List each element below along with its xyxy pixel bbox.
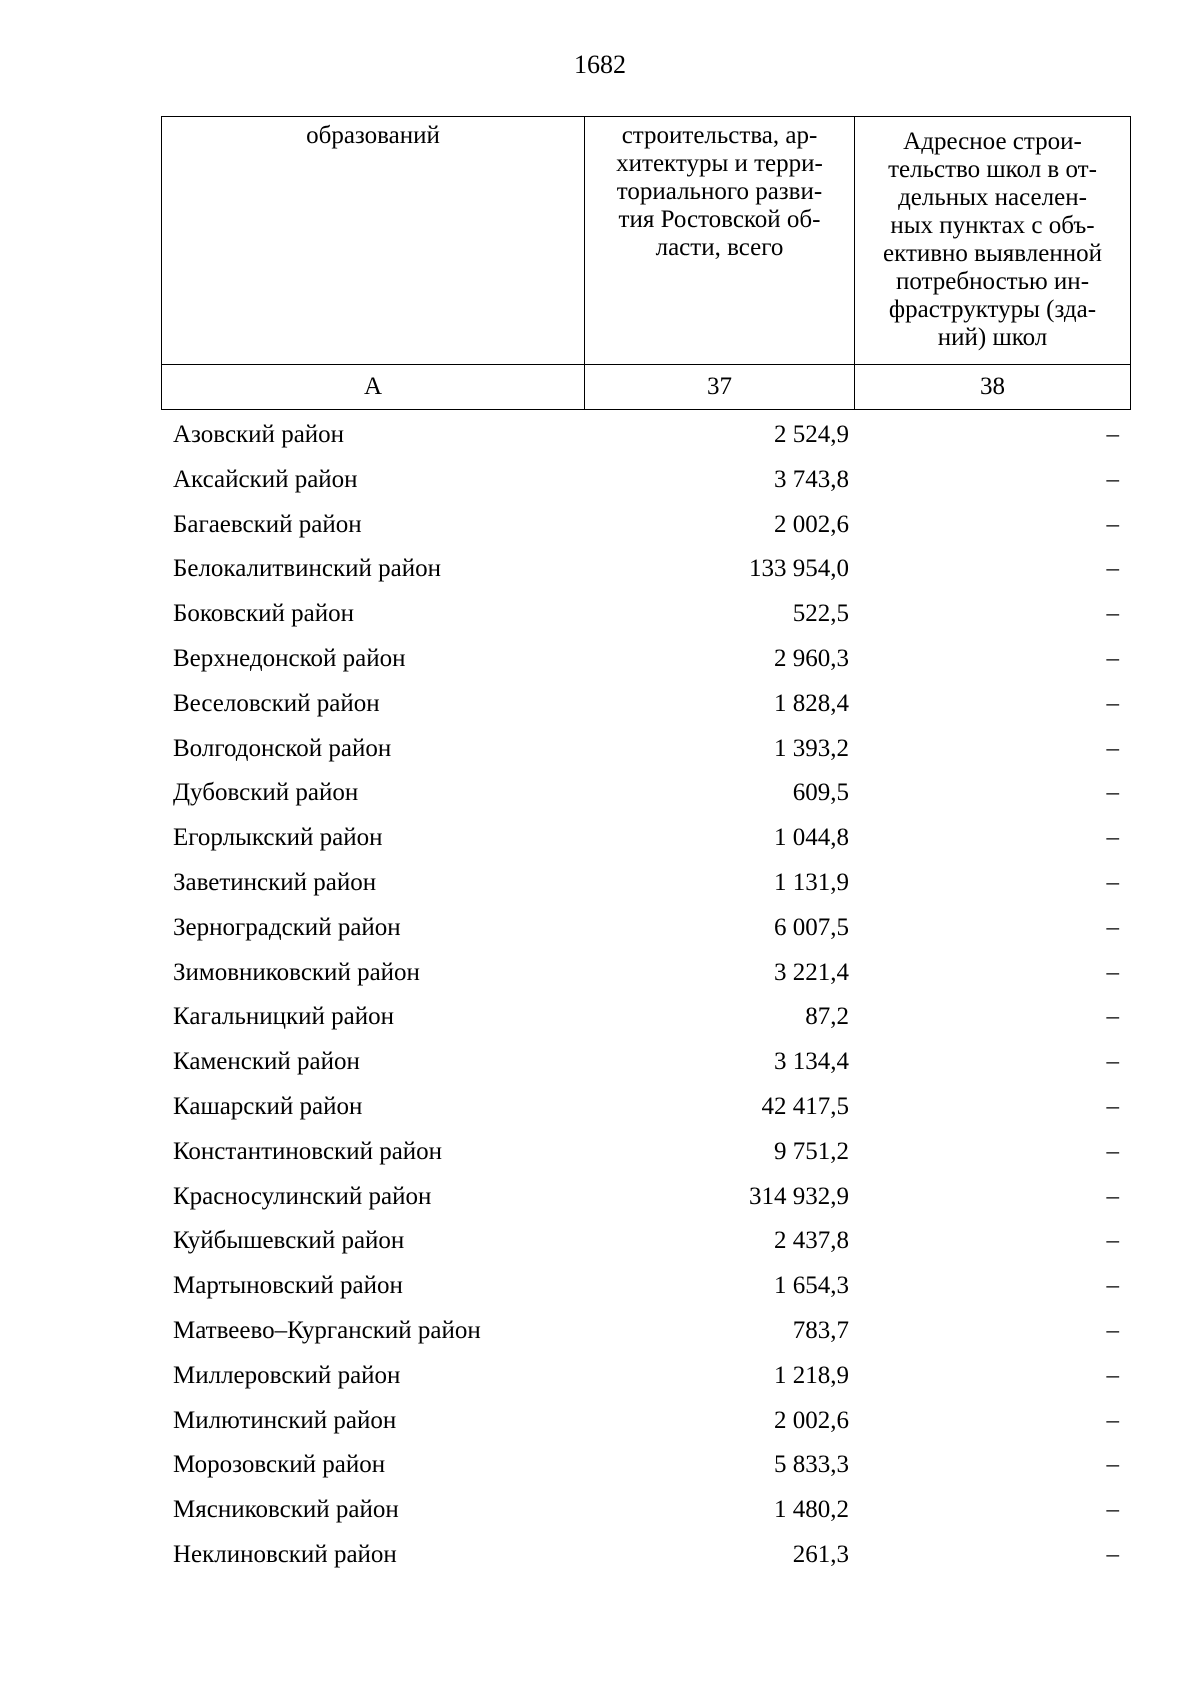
column-number-37: 37	[585, 365, 855, 410]
table-row	[161, 547, 1130, 592]
construction-total-value: 6 007,5	[774, 913, 849, 941]
district-name: Егорлыкский район	[173, 824, 383, 852]
construction-total-value: 3 221,4	[774, 958, 849, 986]
construction-total-value: 1 218,9	[774, 1361, 849, 1389]
column-number-a: А	[162, 365, 585, 410]
table-row	[161, 1309, 1130, 1354]
construction-total-value: 3 743,8	[774, 465, 849, 493]
header-cell-school-construction	[855, 117, 1131, 365]
table-row	[161, 1175, 1130, 1220]
district-name: Мясниковский район	[173, 1496, 399, 1524]
table-row	[161, 1085, 1130, 1130]
table-body	[161, 413, 1130, 1578]
table-row	[161, 1533, 1130, 1578]
table-row	[161, 1399, 1130, 1444]
school-construction-value: –	[1106, 958, 1119, 986]
district-name: Боковский район	[173, 600, 354, 628]
construction-total-value: 1 393,2	[774, 734, 849, 762]
school-construction-value: –	[1106, 1406, 1119, 1434]
construction-total-value: 609,5	[792, 779, 849, 807]
construction-total-value: 133 954,0	[749, 555, 849, 583]
school-construction-value: –	[1106, 644, 1119, 672]
district-name: Аксайский район	[173, 465, 358, 493]
district-name: Кагальницкий район	[173, 1003, 395, 1031]
header-cell-municipalities	[162, 117, 585, 365]
school-construction-value: –	[1106, 824, 1119, 852]
school-construction-value: –	[1106, 1003, 1119, 1031]
district-name: Каменский район	[173, 1048, 360, 1076]
table-row	[161, 1354, 1130, 1399]
school-construction-value: –	[1106, 1092, 1119, 1120]
construction-total-value: 2 002,6	[774, 510, 849, 538]
table-row	[161, 1219, 1130, 1264]
district-name: Дубовский район	[173, 779, 359, 807]
school-construction-value: –	[1106, 1227, 1119, 1255]
header-label-school-construction: Адресное строи- тельство школ в от- дельных населен- ных пунктах с объ- ективно выявленной потребностью ин- фраструктуры (зда- ний) школ	[883, 128, 1102, 351]
construction-total-value: 2 524,9	[774, 421, 849, 448]
table-row	[161, 771, 1130, 816]
construction-total-value: 261,3	[792, 1540, 849, 1568]
school-construction-value: –	[1106, 1361, 1119, 1389]
district-name: Азовский район	[173, 421, 345, 448]
district-name: Заветинский район	[173, 868, 377, 896]
district-name: Куйбышевский район	[173, 1227, 405, 1255]
district-name: Морозовский район	[173, 1451, 386, 1479]
table-row	[161, 861, 1130, 906]
table-row	[161, 1488, 1130, 1533]
table-row	[161, 951, 1130, 996]
school-construction-value: –	[1106, 689, 1119, 717]
district-name: Кашарский район	[173, 1092, 363, 1120]
construction-total-value: 87,2	[805, 1003, 849, 1031]
school-construction-value: –	[1106, 1137, 1119, 1165]
district-name: Веселовский район	[173, 689, 380, 717]
construction-total-value: 2 437,8	[774, 1227, 849, 1255]
construction-total-value: 1 480,2	[774, 1496, 849, 1524]
construction-total-value: 9 751,2	[774, 1137, 849, 1165]
school-construction-value: –	[1106, 510, 1119, 538]
school-construction-value: –	[1106, 868, 1119, 896]
table-row	[161, 727, 1130, 772]
construction-total-value: 3 134,4	[774, 1048, 849, 1076]
table-row	[161, 906, 1130, 951]
school-construction-value: –	[1106, 1272, 1119, 1300]
construction-total-value: 314 932,9	[749, 1182, 849, 1210]
table-header	[161, 116, 1131, 410]
school-construction-value: –	[1106, 421, 1119, 448]
header-cell-construction-total	[585, 117, 855, 365]
district-name: Матвеево–Курганский район	[173, 1316, 481, 1344]
school-construction-value: –	[1106, 1316, 1119, 1344]
column-number-row	[162, 365, 1131, 410]
district-name: Милютинский район	[173, 1406, 397, 1434]
construction-total-value: 522,5	[792, 600, 849, 628]
header-label-construction-total: строительства, ар- хитектуры и терри- ториального разви- тия Ростовской об- ласти, всего	[616, 122, 823, 261]
construction-total-value: 5 833,3	[774, 1451, 849, 1479]
construction-total-value: 2 002,6	[774, 1406, 849, 1434]
table-row	[161, 458, 1130, 503]
school-construction-value: –	[1106, 1540, 1119, 1568]
school-construction-value: –	[1106, 1048, 1119, 1076]
district-name: Зерноградский район	[173, 913, 401, 941]
table-row	[161, 1130, 1130, 1175]
table-row	[161, 503, 1130, 548]
school-construction-value: –	[1106, 913, 1119, 941]
district-name: Константиновский район	[173, 1137, 443, 1165]
district-name: Неклиновский район	[173, 1540, 397, 1568]
column-number-38: 38	[855, 365, 1131, 410]
district-name: Багаевский район	[173, 510, 362, 538]
table-row	[161, 1443, 1130, 1488]
construction-total-value: 42 417,5	[761, 1092, 849, 1120]
school-construction-value: –	[1106, 734, 1119, 762]
table-row	[161, 413, 1130, 458]
header-row	[162, 117, 1131, 365]
district-name: Верхнедонской район	[173, 644, 406, 672]
table-row	[161, 1264, 1130, 1309]
district-name: Мартыновский район	[173, 1272, 403, 1300]
construction-total-value: 1 654,3	[774, 1272, 849, 1300]
school-construction-value: –	[1106, 1451, 1119, 1479]
table-row	[161, 637, 1130, 682]
construction-total-value: 2 960,3	[774, 644, 849, 672]
header-label-municipalities: образований	[306, 122, 440, 149]
school-construction-value: –	[1106, 779, 1119, 807]
table-row	[161, 592, 1130, 637]
construction-total-value: 1 828,4	[774, 689, 849, 717]
construction-total-value: 1 044,8	[774, 824, 849, 852]
construction-total-value: 1 131,9	[774, 868, 849, 896]
district-name: Волгодонской район	[173, 734, 392, 762]
school-construction-value: –	[1106, 465, 1119, 493]
district-name: Красносулинский район	[173, 1182, 432, 1210]
construction-total-value: 783,7	[792, 1316, 849, 1344]
school-construction-value: –	[1106, 600, 1119, 628]
table-row	[161, 816, 1130, 861]
district-name: Белокалитвинский район	[173, 555, 441, 583]
table-row	[161, 682, 1130, 727]
district-name: Зимовниковский район	[173, 958, 420, 986]
school-construction-value: –	[1106, 1496, 1119, 1524]
school-construction-value: –	[1106, 555, 1119, 583]
school-construction-value: –	[1106, 1182, 1119, 1210]
page-number: 1682	[574, 50, 626, 79]
table-row	[161, 995, 1130, 1040]
district-name: Миллеровский район	[173, 1361, 401, 1389]
table-row	[161, 1040, 1130, 1085]
